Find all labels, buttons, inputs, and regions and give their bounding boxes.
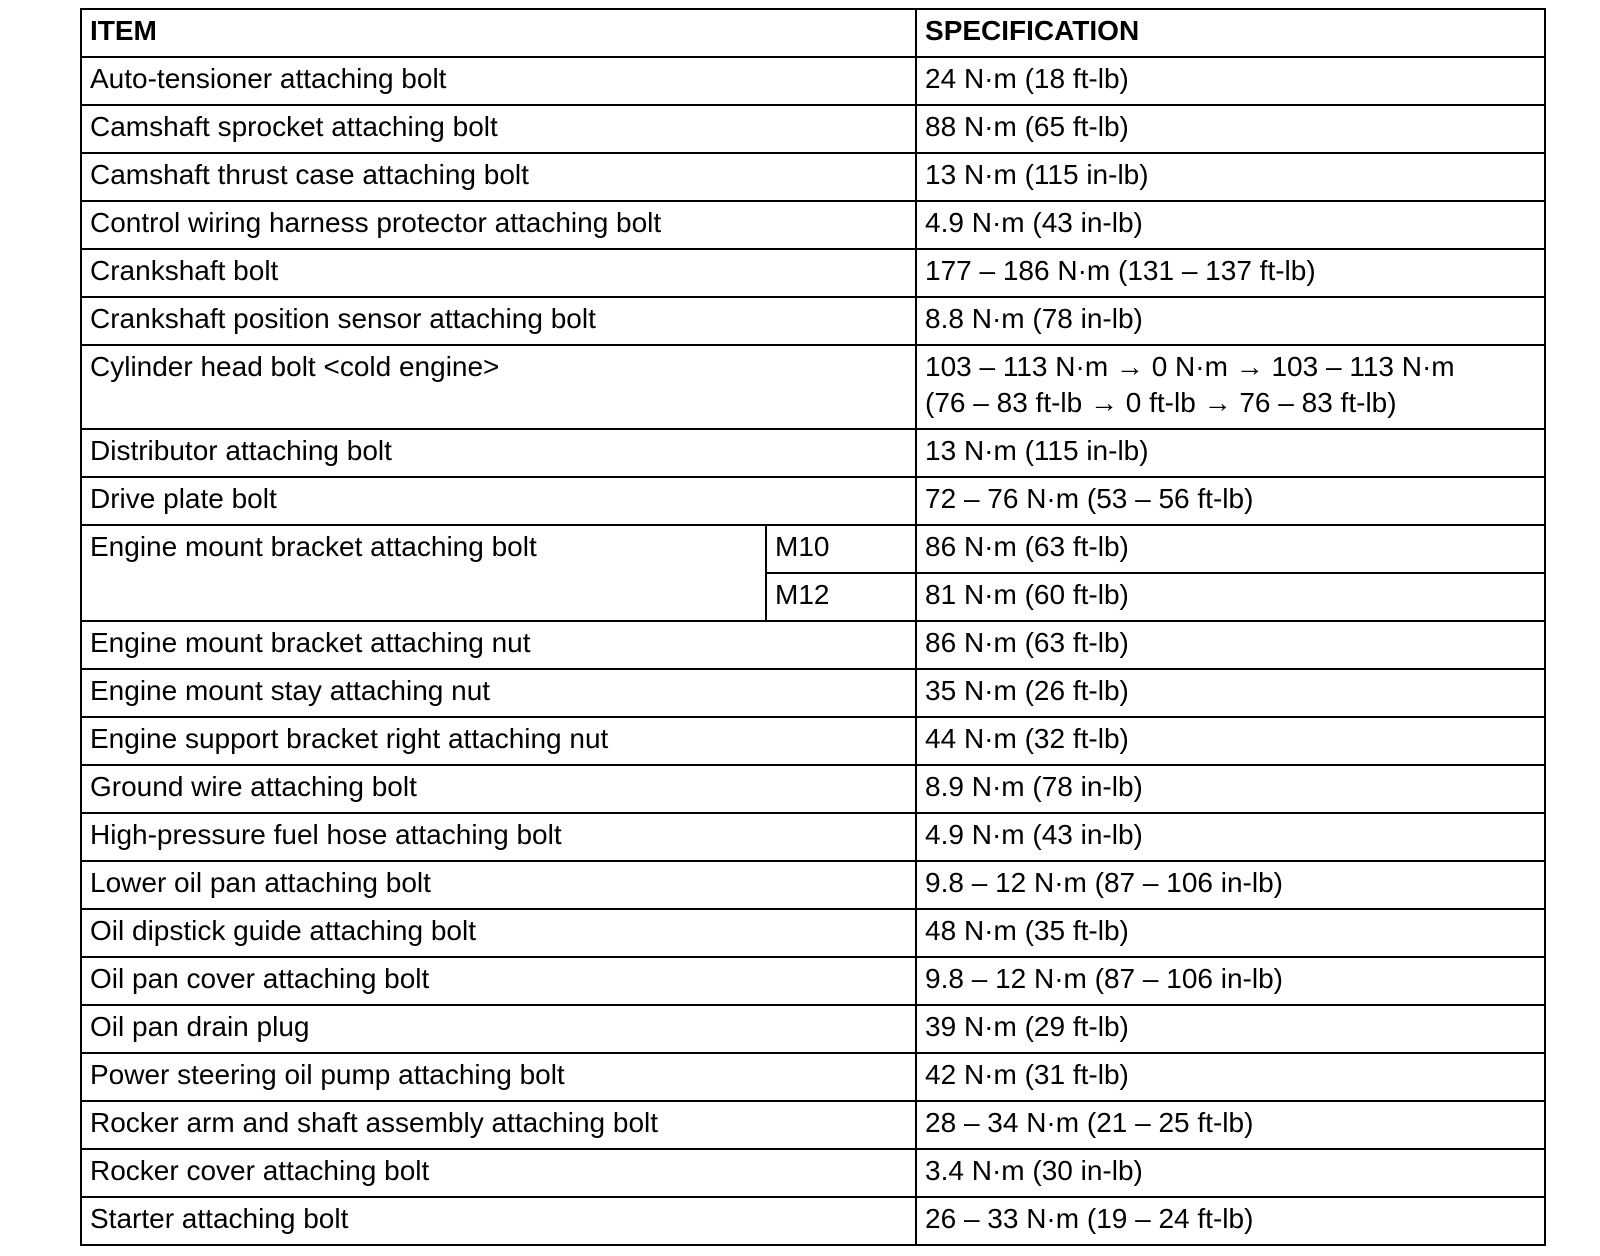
torque-spec-table: [80, 8, 1546, 1246]
header-row: [81, 9, 1545, 57]
spec-cell: 48 N·m (35 ft-lb): [916, 909, 1545, 957]
item-cell: High-pressure fuel hose attaching bolt: [81, 813, 916, 861]
item-cell: Control wiring harness protector attaching bolt: [81, 201, 916, 249]
spec-cell: 8.9 N·m (78 in-lb): [916, 765, 1545, 813]
spec-cell: 4.9 N·m (43 in-lb): [916, 813, 1545, 861]
spec-cell: 26 – 33 N·m (19 – 24 ft-lb): [916, 1197, 1545, 1245]
spec-cell: 13 N·m (115 in-lb): [916, 429, 1545, 477]
header-specification: SPECIFICATION: [916, 9, 1545, 57]
spec-cell: 35 N·m (26 ft-lb): [916, 669, 1545, 717]
table-row: [81, 345, 1545, 429]
item-cell: Auto-tensioner attaching bolt: [81, 57, 916, 105]
spec-cell: 24 N·m (18 ft-lb): [916, 57, 1545, 105]
spec-cell: 88 N·m (65 ft-lb): [916, 105, 1545, 153]
spec-cell: 44 N·m (32 ft-lb): [916, 717, 1545, 765]
table-row: [81, 153, 1545, 201]
item-cell: Power steering oil pump attaching bolt: [81, 1053, 916, 1101]
header-item: ITEM: [81, 9, 916, 57]
spec-line: 103 – 113 N·m → 0 N·m → 103 – 113 N·m: [925, 351, 1455, 382]
spec-cell: 4.9 N·m (43 in-lb): [916, 201, 1545, 249]
item-cell: Oil dipstick guide attaching bolt: [81, 909, 916, 957]
item-cell: Cylinder head bolt <cold engine>: [81, 345, 916, 429]
table-row: [81, 297, 1545, 345]
spec-cell: 3.4 N·m (30 in-lb): [916, 1149, 1545, 1197]
table-row: [81, 525, 1545, 573]
spec-cell: 72 – 76 N·m (53 – 56 ft-lb): [916, 477, 1545, 525]
size-cell: M10: [766, 525, 916, 573]
item-cell: Camshaft thrust case attaching bolt: [81, 153, 916, 201]
item-cell: Engine mount bracket attaching bolt: [81, 525, 766, 621]
table-row: [81, 201, 1545, 249]
size-cell: M12: [766, 573, 916, 621]
table-row: [81, 957, 1545, 1005]
spec-cell: 8.8 N·m (78 in-lb): [916, 297, 1545, 345]
table-row: [81, 909, 1545, 957]
item-cell: Camshaft sprocket attaching bolt: [81, 105, 916, 153]
spec-cell: 81 N·m (60 ft-lb): [916, 573, 1545, 621]
item-cell: Distributor attaching bolt: [81, 429, 916, 477]
spec-cell: 42 N·m (31 ft-lb): [916, 1053, 1545, 1101]
table-row: [81, 429, 1545, 477]
item-cell: Engine mount bracket attaching nut: [81, 621, 916, 669]
item-cell: Drive plate bolt: [81, 477, 916, 525]
table-row: [81, 57, 1545, 105]
table-row: [81, 861, 1545, 909]
spec-cell: 39 N·m (29 ft-lb): [916, 1005, 1545, 1053]
table-row: [81, 477, 1545, 525]
item-cell: Lower oil pan attaching bolt: [81, 861, 916, 909]
spec-cell: 86 N·m (63 ft-lb): [916, 621, 1545, 669]
table-row: [81, 765, 1545, 813]
spec-cell: 86 N·m (63 ft-lb): [916, 525, 1545, 573]
item-cell: Engine support bracket right attaching nut: [81, 717, 916, 765]
table-row: [81, 1149, 1545, 1197]
item-cell: Oil pan cover attaching bolt: [81, 957, 916, 1005]
item-cell: Ground wire attaching bolt: [81, 765, 916, 813]
table-row: [81, 1053, 1545, 1101]
spec-cell: 177 – 186 N·m (131 – 137 ft-lb): [916, 249, 1545, 297]
item-cell: Crankshaft position sensor attaching bolt: [81, 297, 916, 345]
item-cell: Oil pan drain plug: [81, 1005, 916, 1053]
table-row: [81, 813, 1545, 861]
item-cell: Starter attaching bolt: [81, 1197, 916, 1245]
table-row: [81, 621, 1545, 669]
table-row: [81, 1005, 1545, 1053]
table-row: [81, 249, 1545, 297]
table-row: [81, 105, 1545, 153]
item-cell: Rocker cover attaching bolt: [81, 1149, 916, 1197]
spec-cell: [916, 345, 1545, 429]
spec-line: (76 – 83 ft-lb → 0 ft-lb → 76 – 83 ft-lb): [925, 387, 1397, 418]
table-row: [81, 1101, 1545, 1149]
item-cell: Rocker arm and shaft assembly attaching bolt: [81, 1101, 916, 1149]
table-row: [81, 717, 1545, 765]
spec-cell: 13 N·m (115 in-lb): [916, 153, 1545, 201]
table-row: [81, 1197, 1545, 1245]
item-cell: Engine mount stay attaching nut: [81, 669, 916, 717]
table-row: [81, 669, 1545, 717]
spec-cell: 9.8 – 12 N·m (87 – 106 in-lb): [916, 861, 1545, 909]
item-cell: Crankshaft bolt: [81, 249, 916, 297]
spec-cell: 9.8 – 12 N·m (87 – 106 in-lb): [916, 957, 1545, 1005]
spec-cell: 28 – 34 N·m (21 – 25 ft-lb): [916, 1101, 1545, 1149]
